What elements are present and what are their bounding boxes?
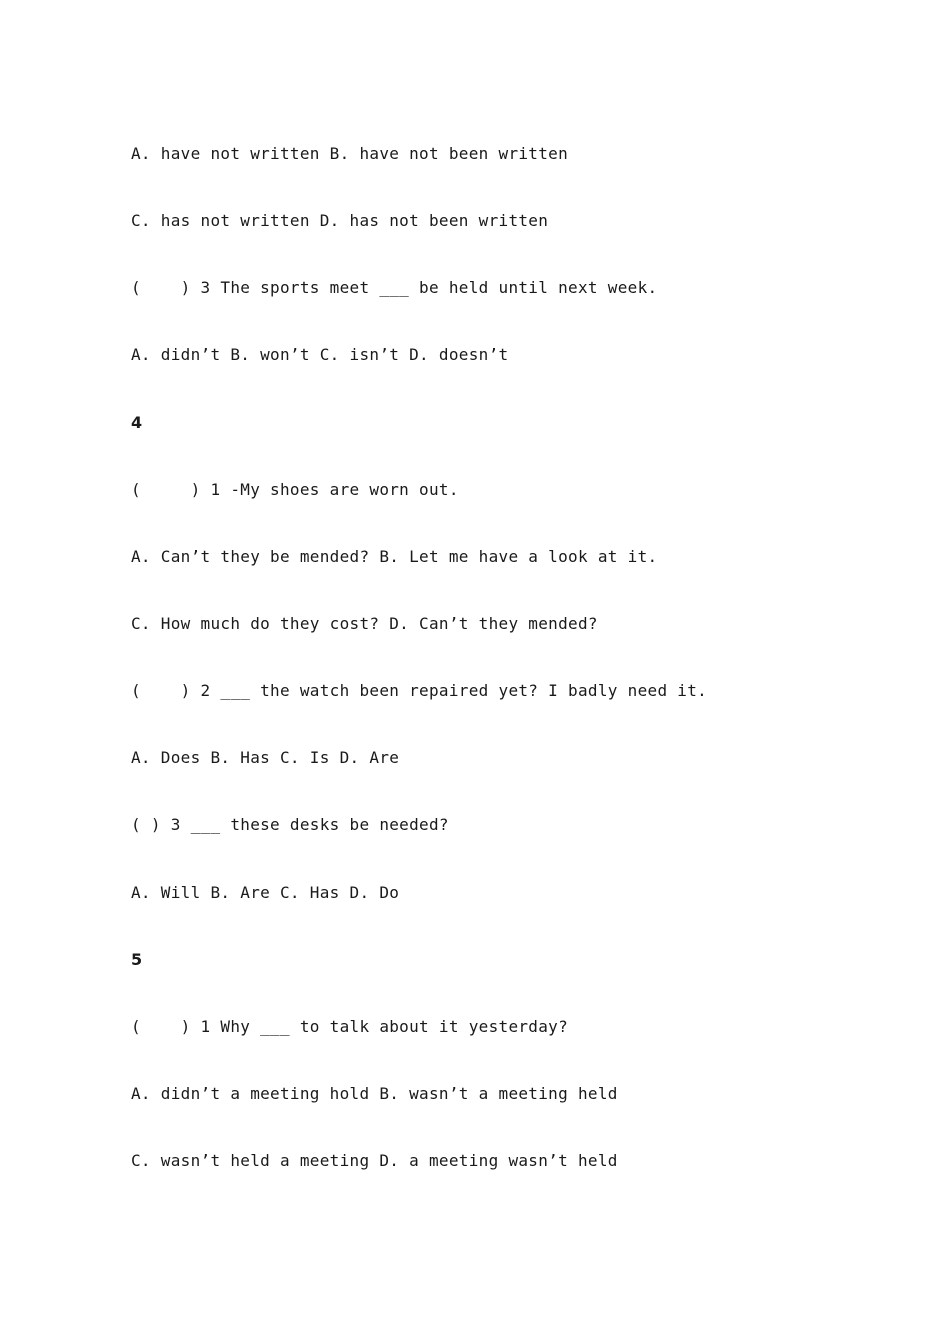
q3-2-options-cd: C. has not written D. has not been written — [131, 211, 549, 230]
section-4-heading: 4 — [131, 413, 143, 432]
q4-1-options-ab: A. Can’t they be mended? B. Let me have a look at it. — [131, 547, 658, 566]
q3-3-question: ( ) 3 The sports meet ___ be held until next week. — [131, 278, 658, 297]
q4-2-options: A. Does B. Has C. Is D. Are — [131, 748, 400, 767]
q4-1-question: ( ) 1 -My shoes are worn out. — [131, 480, 459, 499]
q4-1-options-cd: C. How much do they cost? D. Can’t they mended? — [131, 614, 598, 633]
section-5-heading: 5 — [131, 950, 143, 969]
q5-1-options-ab: A. didn’t a meeting hold B. wasn’t a meeting held — [131, 1084, 618, 1103]
q5-1-options-cd: C. wasn’t held a meeting D. a meeting wasn’t held — [131, 1151, 618, 1170]
q5-1-question: ( ) 1 Why ___ to talk about it yesterday? — [131, 1017, 569, 1036]
q3-3-options: A. didn’t B. won’t C. isn’t D. doesn’t — [131, 345, 509, 364]
q4-3-options: A. Will B. Are C. Has D. Do — [131, 883, 400, 902]
q4-3-question: ( ) 3 ___ these desks be needed? — [131, 815, 449, 834]
q4-2-question: ( ) 2 ___ the watch been repaired yet? I badly need it. — [131, 681, 708, 700]
q3-2-options-ab: A. have not written B. have not been written — [131, 144, 569, 163]
